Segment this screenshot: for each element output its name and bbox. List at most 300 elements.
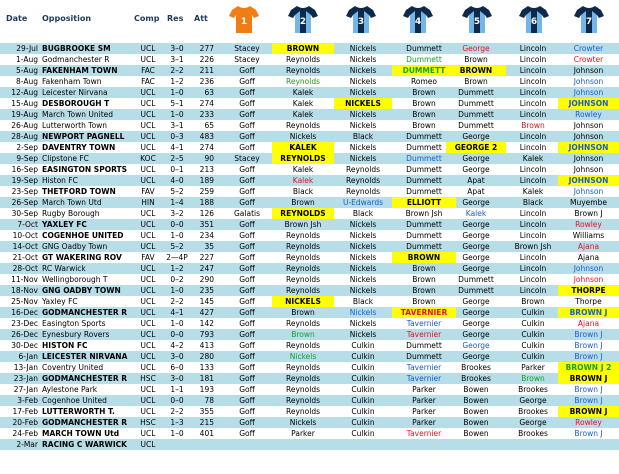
competition-cell[interactable]: UCL <box>140 264 156 273</box>
result-cell[interactable]: 1–2 <box>170 264 184 273</box>
player-cell[interactable]: George <box>462 198 490 207</box>
player-cell[interactable]: Reynolds <box>285 363 321 372</box>
player-cell[interactable]: Goff <box>239 264 255 273</box>
player-cell[interactable]: Reynolds <box>345 176 381 185</box>
player-cell[interactable]: Goff <box>239 231 255 240</box>
player-cell[interactable]: George <box>462 297 490 306</box>
player-cell[interactable]: Goff <box>239 308 255 317</box>
player-cell[interactable]: NICKELS <box>272 296 334 307</box>
player-cell[interactable]: Kalek <box>465 209 487 218</box>
player-cell[interactable]: Nickels <box>349 308 377 317</box>
competition-cell[interactable]: UCL <box>140 110 156 119</box>
result-cell[interactable]: 1–0 <box>170 429 184 438</box>
player-cell[interactable]: George <box>462 253 490 262</box>
competition-cell[interactable]: FAC <box>141 77 155 86</box>
player-cell[interactable]: Nickels <box>349 121 377 130</box>
player-cell[interactable]: Brown <box>521 374 545 383</box>
result-cell[interactable]: 4–1 <box>170 143 184 152</box>
player-cell[interactable]: Brown <box>412 264 436 273</box>
player-cell[interactable]: Goff <box>239 198 255 207</box>
player-cell[interactable]: Dummett <box>406 55 442 64</box>
player-cell[interactable]: George <box>462 242 490 251</box>
player-cell[interactable]: Bowen <box>463 429 489 438</box>
player-cell[interactable]: Nickels <box>349 110 377 119</box>
player-cell[interactable]: Parker <box>521 363 545 372</box>
opposition-cell[interactable]: Rugby Borough <box>42 209 100 218</box>
player-cell[interactable]: Stacey <box>234 154 260 163</box>
player-cell[interactable]: Nickels <box>349 220 377 229</box>
attendance-cell[interactable]: 233 <box>199 110 214 119</box>
player-cell[interactable]: Culkin <box>521 319 545 328</box>
opposition-cell[interactable]: Histon FC <box>42 176 78 185</box>
player-cell[interactable]: BROWN J <box>558 307 619 318</box>
competition-cell[interactable]: UCL <box>140 352 156 361</box>
player-cell[interactable]: Nickels <box>349 319 377 328</box>
player-cell[interactable]: Brown <box>412 110 436 119</box>
player-cell[interactable]: Culkin <box>521 341 545 350</box>
attendance-cell[interactable]: 413 <box>199 341 214 350</box>
attendance-cell[interactable]: 188 <box>199 198 214 207</box>
opposition-cell[interactable]: RC Warwick <box>42 264 86 273</box>
player-cell[interactable]: Nickels <box>289 418 317 427</box>
result-cell[interactable]: 2–2 <box>170 297 184 306</box>
date-cell[interactable]: 15-Aug <box>11 99 38 108</box>
player-cell[interactable]: Nickels <box>289 132 317 141</box>
date-cell[interactable]: 12-Aug <box>11 88 38 97</box>
player-cell[interactable]: Brown <box>464 77 488 86</box>
player-cell[interactable]: Lincoln <box>519 77 547 86</box>
player-cell[interactable]: Brookes <box>461 374 491 383</box>
attendance-cell[interactable]: 277 <box>199 44 214 53</box>
player-cell[interactable]: Goff <box>239 165 255 174</box>
player-cell[interactable]: Culkin <box>521 330 545 339</box>
header-date[interactable]: Date <box>6 14 28 23</box>
date-cell[interactable]: 19-Aug <box>11 110 38 119</box>
player-cell[interactable]: Brown <box>521 121 545 130</box>
player-cell[interactable]: BROWN J <box>558 373 619 384</box>
result-cell[interactable] <box>164 439 190 450</box>
player-cell[interactable]: NICKELS <box>334 98 392 109</box>
opposition-cell[interactable]: MARCH TOWN Utd <box>42 429 120 438</box>
date-cell[interactable]: 30-Sep <box>11 209 38 218</box>
result-cell[interactable]: 2–2 <box>170 407 184 416</box>
player-cell[interactable]: Thorpe <box>575 297 602 306</box>
player-cell[interactable]: Brookes <box>518 407 548 416</box>
opposition-cell[interactable]: RACING C WARWICK <box>42 440 127 449</box>
player-cell[interactable]: Nickels <box>349 264 377 273</box>
date-cell[interactable]: 18-Nov <box>11 286 38 295</box>
player-cell[interactable]: Kalek <box>292 88 314 97</box>
player-cell[interactable]: Tavernier <box>406 363 442 372</box>
player-cell[interactable]: Reynolds <box>285 385 321 394</box>
player-cell[interactable]: Parker <box>412 407 436 416</box>
player-cell[interactable]: Brookes <box>518 385 548 394</box>
player-cell[interactable]: Brown <box>521 297 545 306</box>
player-cell[interactable]: THORPE <box>558 285 619 296</box>
player-cell[interactable]: Reynolds <box>285 121 321 130</box>
player-cell[interactable]: Reynolds <box>285 341 321 350</box>
attendance-cell[interactable]: 226 <box>199 55 214 64</box>
player-cell[interactable]: Culkin <box>351 352 375 361</box>
player-cell[interactable]: Nickels <box>349 44 377 53</box>
player-cell[interactable]: BROWN <box>446 65 506 76</box>
player-cell[interactable]: Bowen <box>463 407 489 416</box>
player-cell[interactable]: George <box>462 264 490 273</box>
competition-cell[interactable]: UCL <box>140 319 156 328</box>
player-cell[interactable]: Nickels <box>349 231 377 240</box>
player-cell[interactable]: Ajana <box>577 319 600 328</box>
player-cell[interactable]: Goff <box>239 176 255 185</box>
date-cell[interactable]: 23-Dec <box>11 319 38 328</box>
header-result[interactable]: Res <box>167 14 184 23</box>
opposition-cell[interactable]: DAVENTRY TOWN <box>42 143 116 152</box>
competition-cell[interactable]: UCL <box>140 132 156 141</box>
competition-cell[interactable]: FAC <box>141 66 155 75</box>
player-cell[interactable]: Lincoln <box>519 99 547 108</box>
attendance-cell[interactable]: 236 <box>199 77 214 86</box>
player-cell[interactable]: U-Edwards <box>342 198 384 207</box>
attendance-cell[interactable]: 189 <box>199 176 214 185</box>
date-cell[interactable]: 26-Sep <box>11 198 38 207</box>
result-cell[interactable]: 0–1 <box>170 165 184 174</box>
competition-cell[interactable]: HSC <box>140 418 156 427</box>
player-cell[interactable]: Reynolds <box>285 231 321 240</box>
player-cell[interactable]: Johnson <box>573 88 604 97</box>
player-cell[interactable]: Johnson <box>573 187 604 196</box>
player-cell[interactable]: Lincoln <box>519 55 547 64</box>
date-cell[interactable]: 21-Oct <box>12 253 38 262</box>
player-cell[interactable]: George <box>462 220 490 229</box>
result-cell[interactable]: 2–5 <box>170 154 184 163</box>
attendance-cell[interactable]: 215 <box>199 418 214 427</box>
attendance-cell[interactable]: 133 <box>199 363 214 372</box>
player-cell[interactable]: Reynolds <box>285 77 321 86</box>
player-cell[interactable]: TAVERNIER <box>392 307 456 318</box>
player-cell[interactable]: Goff <box>239 242 255 251</box>
player-cell[interactable]: Kalek <box>292 110 314 119</box>
attendance-cell[interactable]: 351 <box>199 220 214 229</box>
player-cell[interactable]: Culkin <box>351 418 375 427</box>
player-cell[interactable]: Ajana <box>577 242 600 251</box>
opposition-cell[interactable]: GODMANCHESTER R <box>42 418 128 427</box>
player-cell[interactable]: Muyembe <box>570 198 607 207</box>
player-cell[interactable]: Goff <box>239 418 255 427</box>
date-cell[interactable]: 14-Oct <box>12 242 38 251</box>
player-cell[interactable]: George <box>462 319 490 328</box>
opposition-cell[interactable]: Coventry United <box>42 363 104 372</box>
opposition-cell[interactable]: Wellingborough T <box>42 275 108 284</box>
player-cell[interactable]: Goff <box>239 407 255 416</box>
player-cell[interactable]: Dummett <box>458 121 494 130</box>
competition-cell[interactable]: UCL <box>140 88 156 97</box>
player-cell[interactable]: Goff <box>239 396 255 405</box>
competition-cell[interactable]: UCL <box>140 330 156 339</box>
player-cell[interactable]: Reynolds <box>345 165 381 174</box>
player-cell[interactable]: Goff <box>239 297 255 306</box>
opposition-cell[interactable]: LUTTERWORTH T. <box>42 407 115 416</box>
header-attendance[interactable]: Att <box>194 14 208 23</box>
player-cell[interactable]: Lincoln <box>519 143 547 152</box>
competition-cell[interactable]: UCL <box>140 363 156 372</box>
player-cell[interactable]: Nickels <box>349 330 377 339</box>
player-cell[interactable]: Brookes <box>518 429 548 438</box>
opposition-cell[interactable]: Lutterworth Town <box>42 121 108 130</box>
player-cell[interactable]: Tavernier <box>406 429 442 438</box>
player-cell[interactable]: Reynolds <box>285 55 321 64</box>
player-cell[interactable]: Nickels <box>349 88 377 97</box>
player-cell[interactable]: Tavernier <box>406 374 442 383</box>
player-cell[interactable]: George <box>519 396 547 405</box>
date-cell[interactable]: 26-Dec <box>11 330 38 339</box>
player-cell[interactable]: Dummett <box>458 88 494 97</box>
player-cell[interactable]: Brown <box>464 55 488 64</box>
player-cell[interactable]: Nickels <box>349 55 377 64</box>
competition-cell[interactable]: KOC <box>140 154 156 163</box>
player-cell[interactable]: Brown <box>412 297 436 306</box>
player-cell[interactable]: Crowter <box>573 55 604 64</box>
player-cell[interactable]: George <box>462 330 490 339</box>
player-cell[interactable]: Dummett <box>458 99 494 108</box>
date-cell[interactable]: 2-Sep <box>16 143 38 152</box>
opposition-cell[interactable]: LEICESTER NIRVANA <box>42 352 128 361</box>
result-cell[interactable]: 2–2 <box>170 66 184 75</box>
player-cell[interactable]: George <box>519 418 547 427</box>
date-cell[interactable]: 30-Dec <box>11 341 38 350</box>
attendance-cell[interactable]: 126 <box>199 209 214 218</box>
player-cell[interactable]: Dummett <box>406 220 442 229</box>
player-cell[interactable]: George <box>462 165 490 174</box>
player-cell[interactable]: Goff <box>239 187 255 196</box>
player-cell[interactable]: Rowley <box>575 418 602 427</box>
player-cell[interactable]: KALEK <box>272 142 334 153</box>
result-cell[interactable]: 0–0 <box>170 330 184 339</box>
attendance-cell[interactable]: 78 <box>204 396 214 405</box>
opposition-cell[interactable]: Fakenham Town <box>42 77 102 86</box>
player-cell[interactable]: Culkin <box>351 363 375 372</box>
competition-cell[interactable]: UCL <box>140 385 156 394</box>
player-cell[interactable]: Lincoln <box>519 88 547 97</box>
player-cell[interactable]: Brown <box>412 121 436 130</box>
date-cell[interactable]: 5-Aug <box>16 66 38 75</box>
player-cell[interactable]: Brown J <box>574 209 603 218</box>
result-cell[interactable]: 5–1 <box>170 99 184 108</box>
player-cell[interactable]: BROWN J <box>558 406 619 417</box>
competition-cell[interactable]: UCL <box>140 121 156 130</box>
player-cell[interactable]: Goff <box>239 66 255 75</box>
player-cell[interactable]: Culkin <box>351 429 375 438</box>
result-cell[interactable]: 5–2 <box>170 187 184 196</box>
attendance-cell[interactable]: 227 <box>199 253 214 262</box>
result-cell[interactable]: 3–1 <box>170 55 184 64</box>
date-cell[interactable]: 8-Aug <box>16 77 38 86</box>
player-cell[interactable]: Dummett <box>406 143 442 152</box>
opposition-cell[interactable]: GODMANCHESTER R <box>42 308 128 317</box>
result-cell[interactable]: 5–2 <box>170 242 184 251</box>
player-cell[interactable]: Brookes <box>461 363 491 372</box>
player-cell[interactable]: Dummett <box>406 176 442 185</box>
player-cell[interactable]: Johnson <box>573 154 604 163</box>
player-cell[interactable]: Brown <box>412 99 436 108</box>
competition-cell[interactable]: UCL <box>140 220 156 229</box>
player-cell[interactable]: Brown Jsh <box>284 220 322 229</box>
player-cell[interactable]: Tavernier <box>406 330 442 339</box>
player-cell[interactable]: Nickels <box>349 154 377 163</box>
player-cell[interactable]: Dummett <box>406 165 442 174</box>
attendance-cell[interactable]: 181 <box>199 374 214 383</box>
player-cell[interactable]: Black <box>352 209 374 218</box>
competition-cell[interactable]: UCL <box>140 341 156 350</box>
header-opposition[interactable]: Opposition <box>42 14 92 23</box>
player-cell[interactable]: Rowley <box>575 110 602 119</box>
attendance-cell[interactable]: 65 <box>204 121 214 130</box>
player-cell[interactable]: Brown <box>291 198 315 207</box>
player-cell[interactable]: Goff <box>239 385 255 394</box>
result-cell[interactable]: 0–2 <box>170 275 184 284</box>
attendance-cell[interactable]: 793 <box>199 330 214 339</box>
player-cell[interactable]: Johnson <box>573 77 604 86</box>
competition-cell[interactable]: UCL <box>140 209 156 218</box>
player-cell[interactable]: Goff <box>239 220 255 229</box>
opposition-cell[interactable]: EASINGTON SPORTS <box>42 165 128 174</box>
opposition-cell[interactable]: Easington Sports <box>42 319 106 328</box>
date-cell[interactable]: 16-Dec <box>11 308 38 317</box>
date-cell[interactable]: 3-Feb <box>17 396 38 405</box>
player-cell[interactable]: Bowen <box>463 418 489 427</box>
competition-cell[interactable]: HSC <box>140 374 156 383</box>
player-cell[interactable]: Stacey <box>234 55 260 64</box>
date-cell[interactable]: 6-Jan <box>18 352 38 361</box>
competition-cell[interactable]: UCL <box>140 165 156 174</box>
player-cell[interactable]: Nickels <box>289 352 317 361</box>
player-cell[interactable]: Brown J <box>574 352 603 361</box>
player-cell[interactable]: Williams <box>572 231 605 240</box>
opposition-cell[interactable]: BUGBROOKE SM <box>42 44 111 53</box>
result-cell[interactable]: 1–2 <box>170 77 184 86</box>
player-cell[interactable]: Goff <box>239 121 255 130</box>
attendance-cell[interactable] <box>190 439 214 450</box>
date-cell[interactable]: 26-Aug <box>11 121 38 130</box>
date-cell[interactable]: 10-Oct <box>12 231 38 240</box>
result-cell[interactable]: 3–0 <box>170 374 184 383</box>
player-cell[interactable]: Parker <box>412 385 436 394</box>
player-cell[interactable]: Dummett <box>458 110 494 119</box>
date-cell[interactable]: 24-Feb <box>12 429 38 438</box>
opposition-cell[interactable]: YAXLEY FC <box>42 220 87 229</box>
opposition-cell[interactable]: GT WAKERING ROV <box>42 253 122 262</box>
player-cell[interactable]: Lincoln <box>519 66 547 75</box>
result-cell[interactable]: 1–0 <box>170 231 184 240</box>
attendance-cell[interactable]: 145 <box>199 297 214 306</box>
result-cell[interactable]: 4–1 <box>170 308 184 317</box>
player-cell[interactable]: Dummett <box>406 231 442 240</box>
player-cell[interactable]: Goff <box>239 330 255 339</box>
player-cell[interactable]: Black <box>352 297 374 306</box>
competition-cell[interactable]: UCL <box>140 44 156 53</box>
player-cell[interactable]: Goff <box>239 374 255 383</box>
opposition-cell[interactable]: Eynesbury Rovers <box>42 330 110 339</box>
player-cell[interactable]: George <box>462 44 490 53</box>
player-cell[interactable]: Culkin <box>521 352 545 361</box>
player-cell[interactable]: Nickels <box>349 275 377 284</box>
player-cell[interactable]: Lincoln <box>519 176 547 185</box>
player-cell[interactable]: Kalek <box>292 176 314 185</box>
competition-cell[interactable]: HIN <box>141 198 155 207</box>
player-cell[interactable]: Reynolds <box>285 66 321 75</box>
player-cell[interactable]: Black <box>352 132 374 141</box>
player-cell[interactable]: Reynolds <box>285 275 321 284</box>
player-cell[interactable]: Dummett <box>406 132 442 141</box>
competition-cell[interactable]: UCL <box>140 176 156 185</box>
player-cell[interactable]: Culkin <box>351 407 375 416</box>
competition-cell[interactable]: UCL <box>140 396 156 405</box>
player-cell[interactable]: BROWN J 2 <box>558 362 619 373</box>
player-cell[interactable]: Reynolds <box>285 264 321 273</box>
player-cell[interactable]: Goff <box>239 99 255 108</box>
date-cell[interactable]: 7-Oct <box>17 220 38 229</box>
player-cell[interactable]: George <box>462 154 490 163</box>
player-cell[interactable]: Black <box>522 198 544 207</box>
player-cell[interactable]: Crowter <box>573 44 604 53</box>
competition-cell[interactable]: UCL <box>140 242 156 251</box>
player-cell[interactable]: Dummett <box>406 154 442 163</box>
opposition-cell[interactable]: NEWPORT PAGNELL <box>42 132 125 141</box>
player-cell[interactable]: Goff <box>239 429 255 438</box>
attendance-cell[interactable]: 290 <box>199 275 214 284</box>
player-cell[interactable]: Goff <box>239 77 255 86</box>
player-cell[interactable]: Rowley <box>575 220 602 229</box>
opposition-cell[interactable]: March Town Utd <box>42 198 102 207</box>
result-cell[interactable]: 4–2 <box>170 341 184 350</box>
player-cell[interactable]: Dummett <box>406 352 442 361</box>
player-cell[interactable]: Lincoln <box>519 253 547 262</box>
competition-cell[interactable]: UCL <box>140 297 156 306</box>
result-cell[interactable]: 1–0 <box>170 110 184 119</box>
player-cell[interactable]: Johnson <box>573 275 604 284</box>
result-cell[interactable]: 0–0 <box>170 220 184 229</box>
player-cell[interactable]: Goff <box>239 275 255 284</box>
player-cell[interactable]: Kalek <box>522 187 544 196</box>
opposition-cell[interactable]: GODMANCHESTER R <box>42 374 128 383</box>
player-cell[interactable]: Brown Jsh <box>405 209 443 218</box>
opposition-cell[interactable]: Leicester Nirvana <box>42 88 108 97</box>
competition-cell[interactable]: UCL <box>140 143 156 152</box>
date-cell[interactable]: 2-Mar <box>16 440 38 449</box>
opposition-cell[interactable]: Clipstone FC <box>42 154 89 163</box>
player-cell[interactable]: Kalek <box>292 165 314 174</box>
result-cell[interactable]: 1–0 <box>170 88 184 97</box>
player-cell[interactable]: Goff <box>239 88 255 97</box>
attendance-cell[interactable]: 90 <box>204 154 214 163</box>
player-cell[interactable]: Dummett <box>458 275 494 284</box>
date-cell[interactable]: 19-Sep <box>11 176 38 185</box>
player-cell[interactable]: Brown <box>291 308 315 317</box>
player-cell[interactable]: REYNOLDS <box>272 153 334 164</box>
player-cell[interactable]: George <box>462 308 490 317</box>
player-cell[interactable]: Nickels <box>349 286 377 295</box>
attendance-cell[interactable]: 213 <box>199 165 214 174</box>
attendance-cell[interactable]: 63 <box>204 88 214 97</box>
player-cell[interactable]: Tavernier <box>406 319 442 328</box>
player-cell[interactable]: Reynolds <box>285 242 321 251</box>
player-cell[interactable]: Dummett <box>406 242 442 251</box>
opposition-cell[interactable]: GNG OADBY TOWN <box>42 286 121 295</box>
player-cell[interactable]: JOHNSON <box>558 98 619 109</box>
player-cell[interactable]: Dummett <box>406 44 442 53</box>
player-cell[interactable]: George <box>462 341 490 350</box>
attendance-cell[interactable]: 235 <box>199 286 214 295</box>
attendance-cell[interactable]: 211 <box>199 66 214 75</box>
player-cell[interactable]: Lincoln <box>519 165 547 174</box>
